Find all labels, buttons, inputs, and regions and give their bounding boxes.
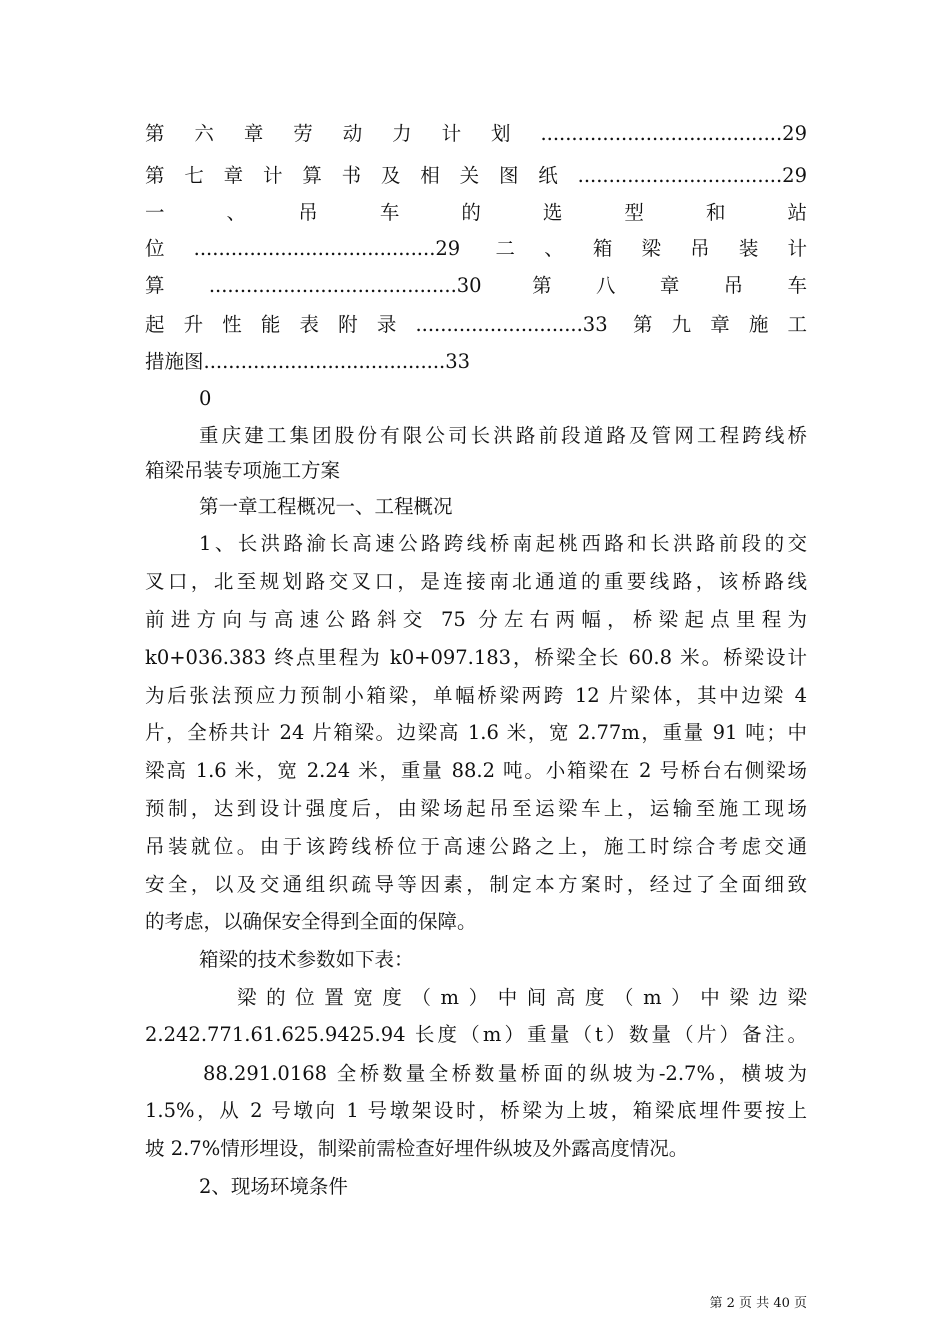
paragraph-line: 1、长洪路渝长高速公路跨线桥南起桃西路和长洪路前段的交	[199, 532, 807, 555]
paragraph-line: 预制，达到设计强度后，由梁场起吊至运梁车上，运输至施工现场	[145, 797, 807, 820]
paragraph-line: 的考虑，以确保安全得到全面的保障。	[145, 910, 477, 933]
page-mark: 0	[199, 387, 212, 410]
paragraph-line: k0+036.383 终点里程为 k0+097.183，桥梁全长 60.8 米。桥梁设计	[145, 646, 807, 669]
paragraph-line: 安全，以及交通组织疏导等因素，制定本方案时，经过了全面细致	[145, 873, 807, 896]
paragraph-line: 为后张法预应力预制小箱梁，单幅桥梁两跨 12 片梁体，其中边梁 4	[145, 684, 807, 707]
paragraph-line: 吊装就位。由于该跨线桥位于高速公路之上，施工时综合考虑交通	[145, 835, 807, 858]
paragraph-line: 1.5%，从 2 号墩向 1 号墩架设时，桥梁为上坡，箱梁底埋件要按上	[145, 1099, 807, 1122]
toc-entry-construction-drawings[interactable]: 措施图.......................................33	[145, 350, 471, 373]
paragraph-line: 片，全桥共计 24 片箱梁。边梁高 1.6 米，宽 2.77m，重量 91 吨；中	[145, 721, 807, 744]
toc-entry-box-girder-calc[interactable]: 算........................................30 第八章吊车	[145, 274, 807, 297]
paragraph-line: 前进方向与高速公路斜交 75 分左右两幅，桥梁起点里程为	[145, 608, 807, 631]
doc-title-line-2: 箱梁吊装专项施工方案	[145, 459, 341, 482]
chapter-heading: 第一章工程概况一、工程概况	[199, 495, 453, 518]
toc-entry-crane-selection-cont[interactable]: 位.......................................29 二、箱梁吊装计	[145, 237, 807, 260]
paragraph-line: 88.291.0168 全桥数量全桥数量桥面的纵坡为-2.7%，横坡为	[203, 1062, 807, 1085]
doc-title-line-1: 重庆建工集团股份有限公司长洪路前段道路及管网工程跨线桥	[199, 424, 807, 447]
section-heading: 2、现场环境条件	[199, 1175, 348, 1198]
toc-entry-chapter-7[interactable]: 第七章计算书及相关图纸.................................29	[145, 164, 807, 187]
paragraph-line: 梁高 1.6 米，宽 2.24 米，重量 88.2 吨。小箱梁在 2 号桥台右侧梁场	[145, 759, 807, 782]
paragraph-line: 叉口，北至规划路交叉口，是连接南北通道的重要线路，该桥路线	[145, 570, 807, 593]
table-intro: 箱梁的技术参数如下表：	[199, 948, 414, 971]
page-footer: 第 2 页 共 40 页	[709, 1296, 807, 1311]
toc-entry-chapter-6[interactable]: 第六章劳动力计划.......................................29	[145, 122, 807, 145]
table-header-line: 梁的位置宽度（m）中间高度（m）中梁边梁	[237, 986, 807, 1009]
paragraph-line: 坡 2.7%情形埋设，制梁前需检查好埋件纵坡及外露高度情况。	[145, 1137, 689, 1160]
toc-entry-appendix[interactable]: 起升性能表附录...........................33 第九章施工	[145, 313, 807, 336]
table-values-line: 2.242.771.61.625.9425.94 长度（m）重量（t）数量（片）备注。	[145, 1023, 807, 1046]
toc-entry-crane-selection[interactable]: 一 、 吊 车 的 选 型 和 站	[145, 201, 807, 224]
